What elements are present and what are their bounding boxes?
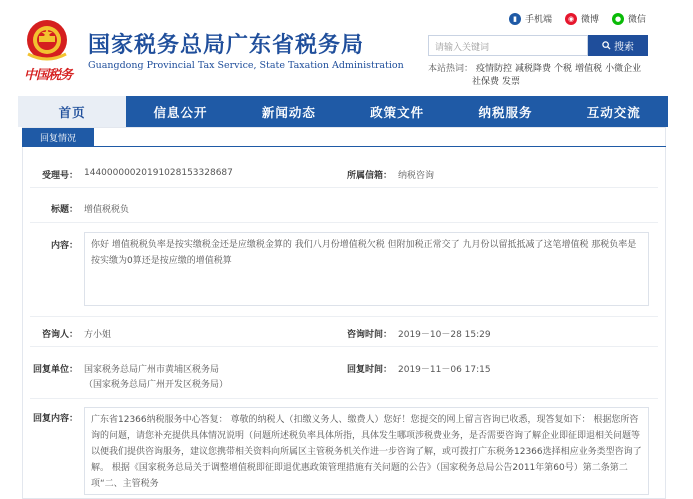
wechat-link[interactable] <box>612 12 646 25</box>
reply-time-label: 回复时间： <box>346 365 392 375</box>
mobile-icon: ▮ <box>509 13 521 25</box>
search-input[interactable]: 请输入关键词 <box>428 35 588 56</box>
nav-item-info-disclosure[interactable]: 信息公开 <box>153 104 208 120</box>
divider <box>30 398 658 399</box>
reply-time-value: 2019－11－06 17:15 <box>398 365 491 375</box>
question-content: 你好 增值税税负率是按实缴税金还是应缴税金算的 我们八月份增值税欠税 但附加税正常交了 九月份以留抵抵减了这笔增值税 那税负率是按实缴为0算还是按应缴的增值税算 <box>84 232 649 306</box>
mailbox-label: 所属信箱： <box>346 171 392 181</box>
ask-time-label: 咨询时间： <box>346 330 392 340</box>
search-button-label: 搜索 <box>614 42 634 53</box>
main-nav <box>18 96 668 127</box>
hot-word-link[interactable]: 个税 <box>554 64 573 74</box>
weibo-icon: ◉ <box>565 13 577 25</box>
accept-no-value: 14400000020191028153328687 <box>84 168 233 178</box>
reply-unit-label: 回复单位： <box>32 365 78 375</box>
site-subtitle: Guangdong Provincial Tax Service, State Taxation Administration <box>88 60 404 71</box>
tab-reply-status[interactable]: 回复情况 <box>22 128 94 146</box>
divider <box>30 346 658 347</box>
hot-word-link[interactable]: 社保费 <box>472 77 500 87</box>
divider <box>30 187 658 188</box>
nav-item-tax-service[interactable]: 纳税服务 <box>478 104 533 120</box>
reply-unit-line2: （国家税务总局广州开发区税务局） <box>84 380 229 390</box>
accept-no-label: 受理号： <box>41 171 78 181</box>
hot-word-link[interactable]: 增值税 <box>575 64 603 74</box>
hot-words <box>428 63 658 89</box>
site-title[interactable]: 国家税务总局广东省税务局 <box>88 33 365 58</box>
mobile-link[interactable] <box>509 12 552 25</box>
hot-word-link[interactable]: 减税降费 <box>515 64 552 74</box>
divider <box>30 316 658 317</box>
hot-word-link[interactable]: 发票 <box>502 77 521 87</box>
search-icon <box>602 41 611 50</box>
divider <box>30 222 658 223</box>
nav-item-policy[interactable]: 政策文件 <box>370 104 425 120</box>
nav-item-home[interactable]: 首页 <box>18 96 126 127</box>
nav-item-news[interactable]: 新闻动态 <box>261 104 316 120</box>
hot-word-link[interactable]: 疫情防控 <box>476 64 513 74</box>
mobile-label: 手机端 <box>525 15 553 25</box>
search-button[interactable] <box>588 35 648 56</box>
brush-logo: 中国税务 <box>24 68 73 83</box>
wechat-icon: ● <box>612 13 624 25</box>
subject-label: 标题： <box>50 205 78 215</box>
reply-unit-line1: 国家税务总局广州市黄埔区税务局 <box>84 365 220 375</box>
weibo-label: 微博 <box>581 15 600 25</box>
hot-word-link[interactable]: 小微企业 <box>605 64 642 74</box>
hot-words-label: 本站热词： <box>428 64 474 74</box>
mailbox-value: 纳税咨询 <box>398 171 435 181</box>
asker-value: 方小姐 <box>84 330 112 340</box>
content-label: 内容： <box>50 241 78 251</box>
reply-content-label: 回复内容： <box>32 414 78 424</box>
asker-label: 咨询人： <box>41 330 78 340</box>
nav-item-interaction[interactable]: 互动交流 <box>586 104 641 120</box>
subject-value: 增值税税负 <box>84 205 130 215</box>
site-header <box>0 0 693 98</box>
weibo-link[interactable] <box>565 12 599 25</box>
national-emblem-icon <box>22 18 72 64</box>
wechat-label: 微信 <box>628 15 647 25</box>
ask-time-value: 2019－10－28 15:29 <box>398 330 491 340</box>
tab-underline <box>22 146 666 147</box>
reply-content: 广东省12366纳税服务中心答复： 尊敬的纳税人（扣缴义务人、缴费人）您好！您提交的网上留言咨询已收悉，现答复如下： 根据您所咨询的问题，请您补充提供具体情况说明（问题所述税负率具体所指，具体发生哪项涉税费业务，是否需要咨询了解企业即征即退相关问题等以便我们提供咨询服务，建议您携带相关资料向所属区主管税务机关作进一步咨询了解，或可拨打广东税务12366选择相应业务类型咨询了解。 根据《国家税务总局关于调整增值税即征即退优惠政策管理措施有关问题的公告》（国家税务总局公告2011年第60号）第二条第二项“二、主管税务 <box>84 407 649 495</box>
